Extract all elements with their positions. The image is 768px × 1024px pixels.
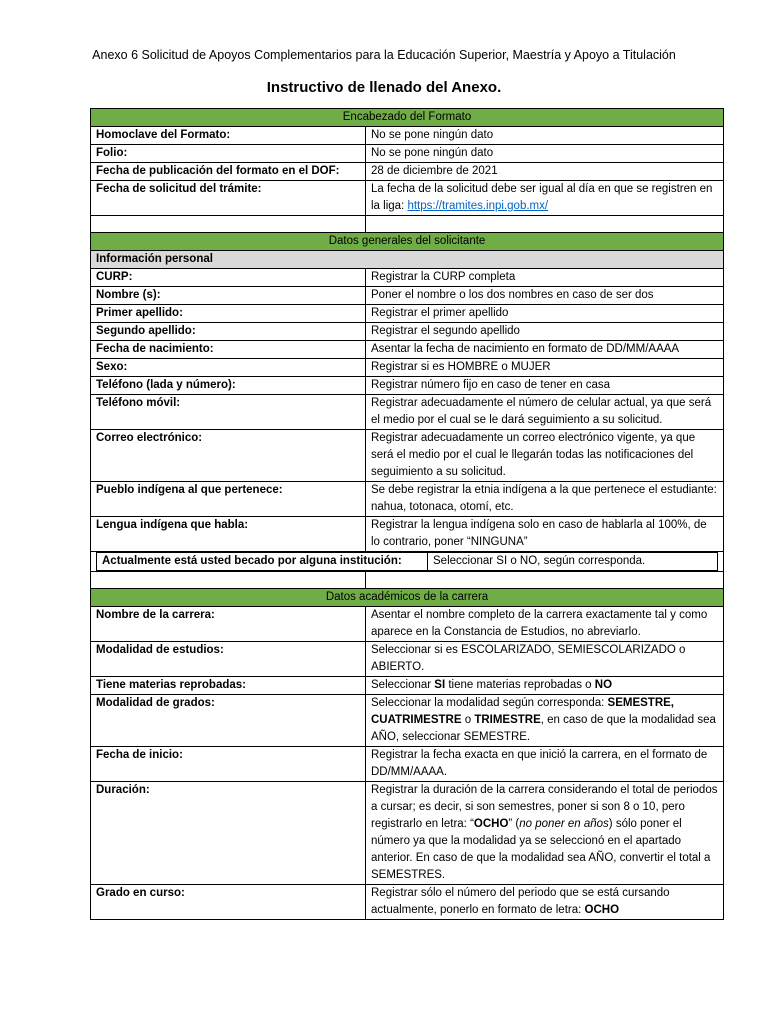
row-value: No se pone ningún dato	[366, 145, 724, 163]
table-row	[91, 695, 724, 747]
section-title-generales: Datos generales del solicitante	[91, 233, 724, 251]
annex-title: Anexo 6 Solicitud de Apoyos Complementarios para la Educación Superior, Maestría y Apoyo a Titulación	[92, 48, 676, 62]
row-label: Nombre de la carrera:	[91, 607, 366, 642]
table-row	[91, 430, 724, 482]
row-label: Fecha de solicitud del trámite:	[91, 181, 366, 216]
table-row	[91, 482, 724, 517]
table-row	[91, 127, 724, 145]
table-row	[91, 642, 724, 677]
table-row	[91, 782, 724, 885]
table-row	[91, 269, 724, 287]
beca-row	[91, 552, 724, 572]
value-text: ) sólo poner el número ya que la modalidad ya se seleccionó en el apartado anterior. En caso de que la modalidad sea AÑO, convertir el total a SEMESTRES.	[371, 818, 711, 881]
row-label: Lengua indígena que habla:	[91, 517, 366, 552]
table-row	[91, 181, 724, 216]
row-value: Registrar adecuadamente el número de celular actual, ya que será el medio por el cual se le dará seguimiento a su solicitud.	[366, 395, 724, 430]
value-italic: no poner en años	[519, 818, 609, 830]
section-title-academicos: Datos académicos de la carrera	[91, 589, 724, 607]
row-value: Asentar el nombre completo de la carrera exactamente tal y como aparece en la Constancia de Estudios, no abreviarlo.	[366, 607, 724, 642]
row-label: Modalidad de grados:	[91, 695, 366, 747]
table-row	[91, 885, 724, 920]
instructions-table	[90, 108, 724, 920]
value-text: ” (	[508, 818, 520, 830]
value-bold: SEMESTRE, CUATRIMESTRE	[371, 697, 675, 726]
blank-cell	[91, 572, 366, 589]
value-text: Registrar la duración de la carrera considerando el total de periodos a cursar; es decir, si son semestres, poner si son 8 o 10, pero registrarlo en letra: “	[371, 784, 718, 830]
table-row	[91, 341, 724, 359]
table-row	[91, 377, 724, 395]
row-label: Grado en curso:	[91, 885, 366, 920]
value-text: , en caso de que la modalidad sea AÑO, seleccionar SEMESTRE.	[371, 714, 716, 743]
row-label: Teléfono móvil:	[91, 395, 366, 430]
row-value	[366, 885, 724, 920]
row-value: Registrar adecuadamente un correo electrónico vigente, ya que será el medio por el cual le llegarán todas las notificaciones del seguimiento a su solicitud.	[366, 430, 724, 482]
value-bold: NO	[594, 679, 613, 691]
row-label: Modalidad de estudios:	[91, 642, 366, 677]
row-value	[366, 782, 724, 885]
value-text: Seleccionar la modalidad según corresponda:	[371, 697, 608, 709]
value-text: Registrar sólo el número del periodo que se está cursando actualmente, ponerlo en formato de letra:	[371, 887, 670, 916]
row-value: No se pone ningún dato	[366, 127, 724, 145]
row-label: Fecha de nacimiento:	[91, 341, 366, 359]
row-value: Registrar el primer apellido	[366, 305, 724, 323]
row-label: Correo electrónico:	[91, 430, 366, 482]
row-value	[366, 181, 724, 216]
row-label: Tiene materias reprobadas:	[91, 677, 366, 695]
row-label: Nombre (s):	[91, 287, 366, 305]
value-text: Seleccionar	[371, 679, 435, 691]
blank-cell	[366, 572, 724, 589]
table-row	[91, 677, 724, 695]
row-value: Registrar la lengua indígena solo en caso de hablarla al 100%, de lo contrario, poner “NINGUNA”	[366, 517, 724, 552]
value-bold: OCHO	[584, 904, 620, 916]
document-title: Instructivo de llenado del Anexo.	[266, 79, 502, 96]
row-label: Sexo:	[91, 359, 366, 377]
table-row	[91, 287, 724, 305]
table-row	[91, 163, 724, 181]
section-title-encabezado: Encabezado del Formato	[91, 109, 724, 127]
row-value: Seleccionar SI o NO, según corresponda.	[428, 553, 718, 571]
row-value: Registrar si es HOMBRE o MUJER	[366, 359, 724, 377]
table-row	[91, 747, 724, 782]
value-text: o	[461, 714, 475, 726]
row-value: Asentar la fecha de nacimiento en formato de DD/MM/AAAA	[366, 341, 724, 359]
row-value	[366, 695, 724, 747]
value-text: tiene materias reprobadas o	[445, 679, 595, 691]
table-row	[91, 323, 724, 341]
row-label: Homoclave del Formato:	[91, 127, 366, 145]
row-value: Registrar la fecha exacta en que inició la carrera, en el formato de DD/MM/AAAA.	[366, 747, 724, 782]
value-bold: TRIMESTRE	[474, 714, 541, 726]
row-label: Duración:	[91, 782, 366, 885]
row-label: Teléfono (lada y número):	[91, 377, 366, 395]
row-label: Segundo apellido:	[91, 323, 366, 341]
row-label: Primer apellido:	[91, 305, 366, 323]
blank-cell	[91, 216, 366, 233]
table-row	[91, 607, 724, 642]
value-bold: SI	[434, 679, 446, 691]
row-value: Registrar el segundo apellido	[366, 323, 724, 341]
row-label: Fecha de inicio:	[91, 747, 366, 782]
row-value	[366, 677, 724, 695]
row-value: Se debe registrar la etnia indígena a la que pertenece el estudiante: nahua, totonaca, otomí, etc.	[366, 482, 724, 517]
subsection-title: Información personal	[91, 251, 724, 269]
row-value: Seleccionar si es ESCOLARIZADO, SEMIESCOLARIZADO o ABIERTO.	[366, 642, 724, 677]
blank-cell	[366, 216, 724, 233]
row-label: Pueblo indígena al que pertenece:	[91, 482, 366, 517]
row-value: Registrar la CURP completa	[366, 269, 724, 287]
row-value: Poner el nombre o los dos nombres en caso de ser dos	[366, 287, 724, 305]
table-row	[91, 145, 724, 163]
table-row	[91, 359, 724, 377]
row-value: 28 de diciembre de 2021	[366, 163, 724, 181]
row-label: CURP:	[91, 269, 366, 287]
row-value: Registrar número fijo en caso de tener en casa	[366, 377, 724, 395]
row-label: Actualmente está usted becado por alguna institución:	[97, 553, 428, 571]
table-row	[91, 517, 724, 552]
table-row	[91, 395, 724, 430]
tramites-link[interactable]: https://tramites.inpi.gob.mx/	[407, 200, 549, 212]
row-value-text: La fecha de la solicitud debe ser igual al día en que se registren en la liga:	[371, 183, 713, 212]
row-label: Fecha de publicación del formato en el DOF:	[91, 163, 366, 181]
table-row	[91, 552, 724, 572]
value-bold: OCHO	[473, 818, 509, 830]
row-label: Folio:	[91, 145, 366, 163]
table-row	[91, 305, 724, 323]
